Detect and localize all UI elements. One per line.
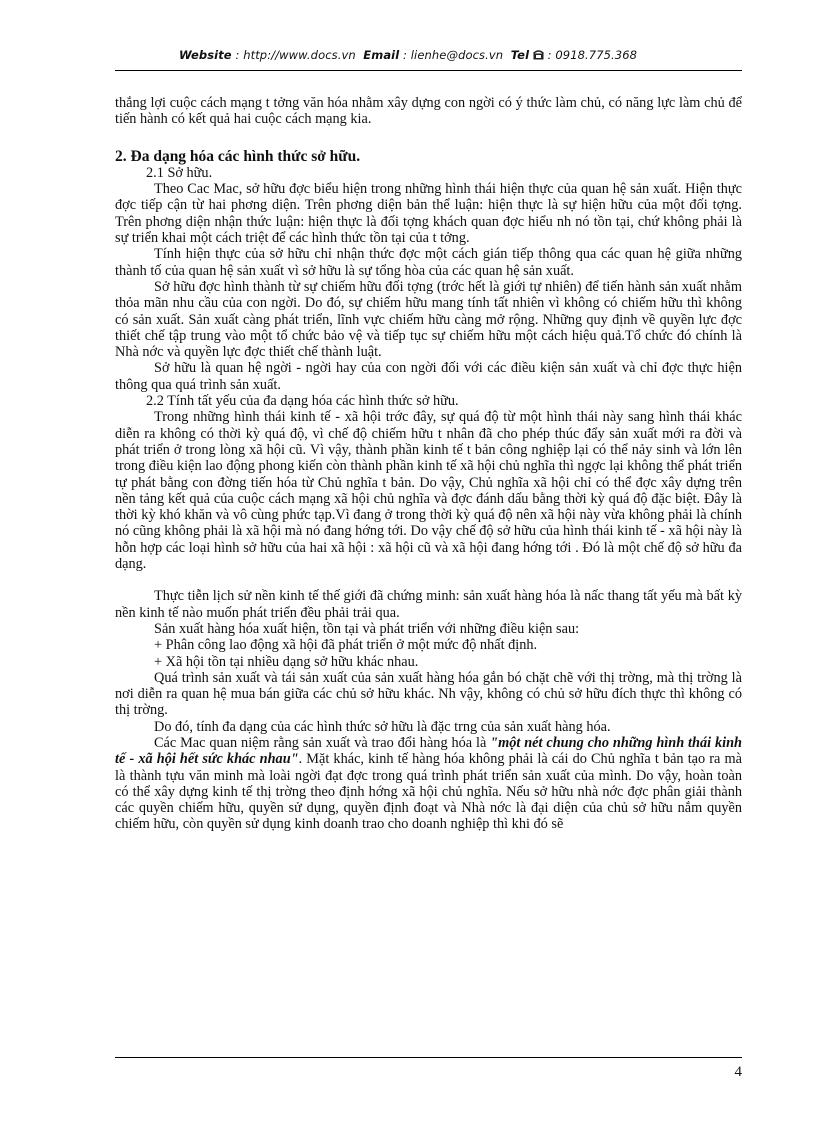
email-label: Email bbox=[363, 48, 400, 62]
paragraph: thắng lợi cuộc cách mạng t tởng văn hóa nhằm xây dựng con ngời có ý thức làm chủ, có năng lực làm chủ để tiến hành có kết quả hai cuộc cách mạng kia. bbox=[115, 95, 742, 128]
paragraph: Sản xuất hàng hóa xuất hiện, tồn tại và phát triển với những điều kiện sau: bbox=[154, 620, 580, 637]
subsection-heading: 2.1 Sở hữu. bbox=[146, 164, 213, 181]
section-heading: 2. Đa dạng hóa các hình thức sở hữu. bbox=[115, 147, 361, 165]
paragraph bbox=[115, 735, 742, 833]
tel-label: Tel bbox=[510, 48, 530, 62]
quotation: "một nét chung cho những hình thái kinh tế - xã hội hết sức khác nhau" bbox=[115, 734, 742, 768]
paragraph: Sở hữu đợc hình thành từ sự chiếm hữu đối tợng (trớc hết là giới tự nhiên) để tiến hành sản xuất nhằm thỏa mãn nhu cầu của con ngời. Do đó, sự chiếm hữu mang tính tất nhiên vì không có chiếm hữu thì không có sản xuất. Sản xuất càng phát triển, lĩnh vực chiếm hữu càng mở rộng. Những quy định về quyền lực đợc thiết chế tập trung vào một tổ chức bảo vệ và tiếp tục sự chiếm hữu một cách hiệu quả.Tổ chức đó chính là Nhà nớc và quyền lực đợc thiết chế thành luật. bbox=[115, 278, 742, 361]
footer-rule bbox=[115, 1057, 742, 1058]
email-value: : lienhe@docs.vn bbox=[403, 48, 504, 62]
paragraph: Tính hiện thực của sở hữu chỉ nhận thức đợc một cách gián tiếp thông qua các quan hệ giữa những thành tố của quan hệ sản xuất vì sở hữu là sự tổng hòa của các quan hệ sản xuất. bbox=[115, 246, 742, 279]
phone-icon bbox=[533, 48, 548, 62]
paragraph-text: Các Mac quan niệm rằng sản xuất và trao đổi hàng hóa là bbox=[154, 734, 491, 751]
paragraph: Thực tiễn lịch sử nền kinh tế thế giới đã chứng minh: sản xuất hàng hóa là nấc thang tất yếu mà bất kỳ nền kinh tế nào muốn phát triển đều phải trải qua. bbox=[115, 588, 742, 621]
subsection-heading: 2.2 Tính tất yếu của đa dạng hóa các hình thức sở hữu. bbox=[146, 393, 459, 410]
page-number: 4 bbox=[734, 1064, 742, 1080]
tel-value: : 0918.775.368 bbox=[547, 48, 638, 62]
header-rule bbox=[115, 70, 742, 71]
document-body bbox=[115, 95, 742, 833]
paragraph: Do đó, tính đa dạng của các hình thức sở hữu là đặc trng của sản xuất hàng hóa. bbox=[154, 718, 611, 735]
page-header bbox=[0, 48, 816, 62]
paragraph: Quá trình sản xuất và tái sản xuất của sản xuất hàng hóa gắn bó chặt chẽ với thị trờng, mà thị trờng là nơi diễn ra quan hệ mua bán giữa các chủ sở hữu khác. Nh vậy, không có chủ sở hữu đích thực thì không có thị trờng. bbox=[115, 669, 742, 719]
paragraph: Trong những hình thái kinh tế - xã hội trớc đây, sự quá độ từ một hình thái này sang hình thái khác diễn ra không có thời kỳ quá độ, vì chế độ chiếm hữu t nhân đã cho phép thúc đẩy sản xuất mới ra đời và phát triển ở trong lòng xã hội cũ. Vì vậy, thành phần kinh tế t bản công nghiệp lại có thể nảy sinh và lớn lên trong điều kiện lao động phong kiến còn thành phần kinh tế xã hội chủ nghĩa thì ngợc lại không thể phát triển tự phát bằng con đờng tiến hóa từ Chủ nghĩa t bản. Do vậy, Chủ nghĩa xã hội chỉ có thể đợc xây dựng trên nền tảng kết quả của cuộc cách mạng xã hội chủ nghĩa và đợc đánh dấu bằng thời kỳ quá độ đặc biệt. Đây là thời kỳ khó khăn và vô cùng phức tạp.Vì đang ở trong thời kỳ quá độ nên xã hội này vừa không phải là chính nó cũng không phải là xã hội mà nó đang hớng tới. Do vậy chế độ sở hữu của hình thái kinh tế - xã hội này là hỗn hợp các loại hình sở hữu của hai xã hội : xã hội cũ và xã hội đang hớng tới . Đó là một chế độ sở hữu đa dạng. bbox=[115, 409, 742, 573]
list-item: + Phân công lao động xã hội đã phát triển ở một mức độ nhất định. bbox=[154, 637, 538, 654]
list-item: + Xã hội tồn tại nhiều dạng sở hữu khác nhau. bbox=[154, 653, 419, 670]
paragraph-text: . Mặt khác, kinh tế hàng hóa không phải là cái do Chủ nghĩa t bản tạo ra mà là thành tựu văn minh mà loài ngời đạt đợc trong quá trình phát triển sản xuất của mình. Do vậy, hoàn toàn có thể xây dựng kinh tế thị trờng theo định hớng xã hội chủ nghĩa. Nếu sở hữu nhà nớc đợc phân giải thành các quyền chiếm hữu, quyền sử dụng, quyền định đoạt và Nhà nớc là đại diện của chủ sở hữu nắm quyền chiếm hữu, còn quyền sử dụng kinh doanh trao cho doanh nghiệp thì khi đó sẽ bbox=[115, 751, 742, 833]
paragraph: Sở hữu là quan hệ ngời - ngời hay của con ngời đối với các điều kiện sản xuất và chỉ đợc thực hiện thông qua quá trình sản xuất. bbox=[115, 360, 742, 393]
website-value: : http://www.docs.vn bbox=[235, 48, 356, 62]
paragraph: Theo Cac Mac, sở hữu đợc biểu hiện trong những hình thái hiện thực của quan hệ sản xuất. Hiện thực đợc tiếp cận từ hai phơng diện. Trên phơng diện bản thể luận: hiện thực là sự hiện hữu của một đối tợng. Trên phơng diện nhận thức luận: hiện thực là đối tợng khách quan đợc hiểu nh nó tồn tại, chứ không phải là sự triển khai một cách triệt để các hình thức tồn tại của t tởng. bbox=[115, 181, 742, 247]
website-label: Website bbox=[178, 48, 232, 62]
